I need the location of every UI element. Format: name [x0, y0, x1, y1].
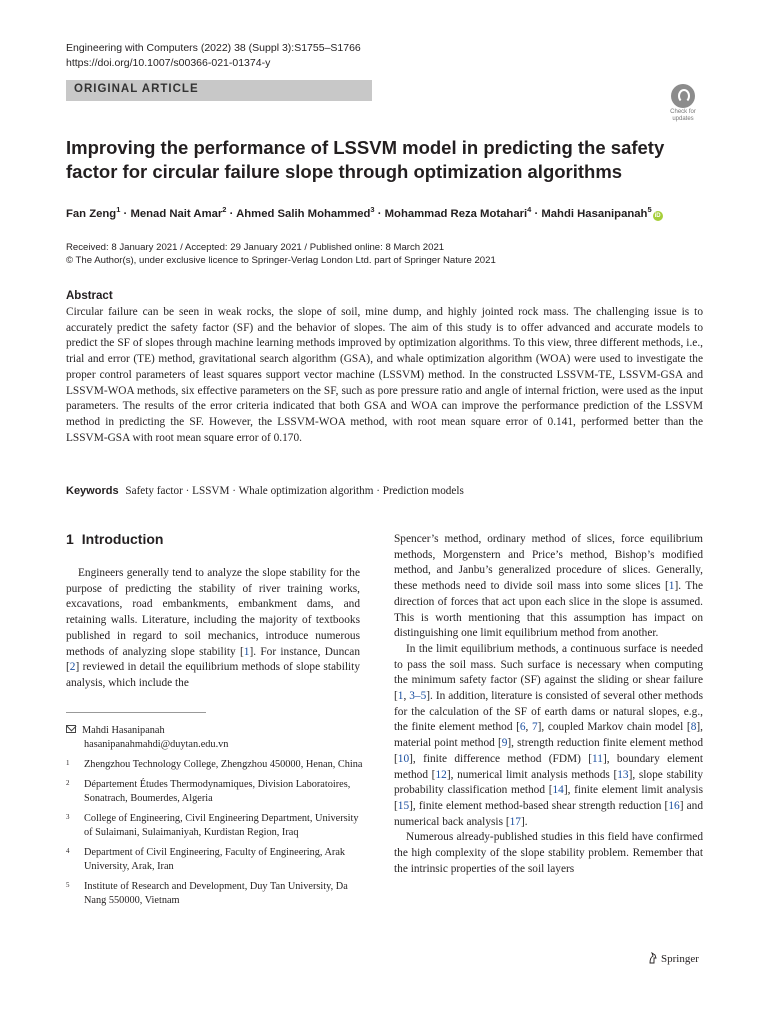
- check-updates-line2: updates: [672, 115, 694, 122]
- corresponding-author: [66, 724, 228, 752]
- keywords-text: Safety factor · LSSVM · Whale optimization algorithm · Prediction models: [125, 485, 464, 497]
- article-type-bar: [66, 80, 372, 101]
- citation-link[interactable]: 3–5: [409, 690, 427, 703]
- publication-dates: [66, 241, 496, 267]
- author-name[interactable]: Mahdi Hasanipanah: [541, 207, 648, 220]
- keywords: [66, 485, 464, 497]
- citation-link[interactable]: 16: [668, 799, 680, 812]
- section-heading-introduction: [66, 531, 163, 547]
- author-name[interactable]: Menad Nait Amar: [130, 207, 223, 220]
- citation-link[interactable]: 7: [531, 721, 538, 734]
- check-for-updates-badge[interactable]: [664, 84, 702, 124]
- author-list: Fan Zeng$^1$ · Menad Nait Amar$^2$ · Ahmed Salih Mohammed$^3$ · Mohammad Reza Motahari$^4$ · Mahdi Hasanipanah$^5$iD: [66, 205, 661, 220]
- contact-name: Mahdi Hasanipanah: [82, 725, 165, 736]
- author-name[interactable]: Fan Zeng: [66, 207, 117, 220]
- envelope-icon: [66, 725, 76, 733]
- citation-link[interactable]: 10: [397, 752, 410, 765]
- affiliation-item: 2 Département Études Thermodynamiques, Division Laboratoires, Sonatrach, Boumerdes, Algeria: [66, 779, 351, 804]
- citation-link[interactable]: 8: [690, 721, 697, 734]
- author-name[interactable]: Mohammad Reza Motahari: [384, 207, 528, 220]
- author-affiliation-sup: 3: [370, 205, 375, 214]
- affiliation-item: 3 College of Engineering, Civil Engineering Department, University of Sulaimani, Sulaimaniyah, Kurdistan Region, Iraq: [66, 813, 359, 838]
- keywords-heading: Keywords: [66, 485, 119, 497]
- publisher-logo: [648, 952, 699, 965]
- citation-link[interactable]: 6: [519, 721, 526, 734]
- intro-right-column: [394, 532, 703, 877]
- intro-left-column: [66, 566, 360, 692]
- citation-link[interactable]: 1: [397, 690, 404, 703]
- citation-link[interactable]: 2: [69, 661, 76, 674]
- citation-link[interactable]: 13: [617, 768, 629, 781]
- paper-title: Improving the performance of LSSVM model in predicting the safety factor for circular failure slope through optimization algorithms: [66, 137, 665, 182]
- section-number: 1: [66, 531, 74, 547]
- citation-link[interactable]: 12: [435, 768, 447, 781]
- affiliation-item: 4 Department of Civil Engineering, Faculty of Engineering, Arak University, Arak, Iran: [66, 847, 346, 872]
- publisher-name: Springer: [661, 953, 699, 965]
- citation-link[interactable]: 15: [397, 799, 410, 812]
- dates-line: Received: 8 January 2021 / Accepted: 29 January 2021 / Published online: 8 March 2021: [66, 242, 445, 253]
- author-affiliation-sup: 1: [116, 205, 121, 214]
- affiliation-item: 5 Institute of Research and Development, Duy Tan University, Da Nang 550000, Vietnam: [66, 881, 348, 906]
- author-affiliation-sup: 2: [222, 205, 227, 214]
- article-type-label: ORIGINAL ARTICLE: [74, 83, 199, 95]
- author-affiliation-sup: 5: [647, 205, 652, 214]
- footnote-divider: [66, 712, 206, 713]
- citation-link[interactable]: 14: [552, 784, 564, 797]
- springer-horse-icon: [648, 952, 658, 964]
- citation-link[interactable]: 9: [501, 737, 508, 750]
- citation-link[interactable]: 11: [592, 752, 603, 765]
- journal-citation: Engineering with Computers (2022) 38 (Suppl 3):S1755–S1766: [66, 42, 361, 54]
- affiliation-item: 1 Zhengzhou Technology College, Zhengzhou 450000, Henan, China: [66, 759, 363, 770]
- abstract-heading: Abstract: [66, 290, 113, 302]
- affiliations-list: [66, 758, 366, 914]
- contact-email[interactable]: hasanipanahmahdi@duytan.edu.vn: [84, 739, 229, 750]
- copyright-line: © The Author(s), under exclusive licence to Springer-Verlag London Ltd. part of Springer Nature 2021: [66, 255, 496, 266]
- intro-paragraph: Numerous already-published studies in this field have confirmed the high complexity of the slope stability problem. Remember that the intrinsic properties of the soil layers: [394, 831, 703, 875]
- intro-paragraph: Engineers generally tend to analyze the slope stability for the purpose of predicting the stability of river training works, excavations, road embankments, embankment dams, and retaining walls. Literature, including the majority of textbooks published in regard to soil mechanics, introduce numerous methods of analyzing slope stability [1]. For instance, Duncan [2] reviewed in detail the equilibrium methods of slope stability analysis, which include the: [66, 567, 360, 689]
- orcid-icon[interactable]: iD: [654, 212, 661, 219]
- abstract-text: Circular failure can be seen in weak rocks, the slope of soil, mine dump, and highly jointed rock mass. The challenging issue is to accurately predict the safety factor (SF) and the behavior of slopes. The aim of this study is to offer advanced and accurate models to predict the SF of slopes through machine learning methods improved by optimization algorithms. To this view, three different methods, i.e., trial and error (TE) method, gravitational search algorithm (GSA), and whale optimization algorithm (WOA) were used to investigate the proper control parameters of least squares support vector machine (LSSVM) method. In the constructed LSSVM-TE, LSSVM-GSA and LSSVM-WOA methods, six effective parameters on the SF, such as pore pressure ratio and angle of internal friction, were used as the input parameters. The results of the error criteria indicated that both GSA and WOA can improve the performance prediction of the LSSVM method in predicting the SF. However, the LSSVM-WOA method, with root mean square error of 0.141, performed better than the LSSVM-GSA with root mean square error of 0.170.: [66, 306, 703, 444]
- citation-link[interactable]: 1: [668, 580, 675, 593]
- section-title: Introduction: [81, 531, 164, 547]
- author-affiliation-sup: 4: [527, 205, 532, 214]
- intro-paragraph: In the limit equilibrium methods, a continuous surface is needed to pass the soil mass. Such surface is necessary when computing the minimum safety factor (SF) against the sliding or shear failure [1, 3–5]. In addition, literature is consisted of several other methods for the calculation of the SF of earth dams or natural slopes, e.g., the finite element method [6, 7], coupled Markov chain model [8], material point method [9], strength reduction finite element method [10], finite difference method (FDM) [11], boundary element method [12], numerical limit analysis methods [13], slope stability probability classification method [14], finite element limit analysis [15], finite element method-based shear strength reduction [16] and numerical back analysis [17].: [394, 642, 704, 828]
- doi-link[interactable]: https://doi.org/10.1007/s00366-021-01374-y: [66, 56, 271, 69]
- author-name[interactable]: Ahmed Salih Mohammed: [236, 207, 371, 220]
- citation-link[interactable]: 1: [243, 645, 250, 658]
- check-updates-line1: Check for: [670, 109, 696, 115]
- citation-link[interactable]: 17: [509, 815, 521, 828]
- journal-header: [66, 41, 361, 70]
- check-updates-icon: [671, 84, 695, 108]
- intro-paragraph: Spencer’s method, ordinary method of slices, force equilibrium methods, Morgenstern and Price’s method, Bishop’s modified method, and Janbu’s generalized procedure of slices. Generally, these methods need to divide soil mass into some slices [1]. The direction of forces that act upon each slice in the slope is assumed. This is worth mentioning that this assumption has impact on distinguishing one limit equilibrium method from another.: [394, 533, 703, 640]
